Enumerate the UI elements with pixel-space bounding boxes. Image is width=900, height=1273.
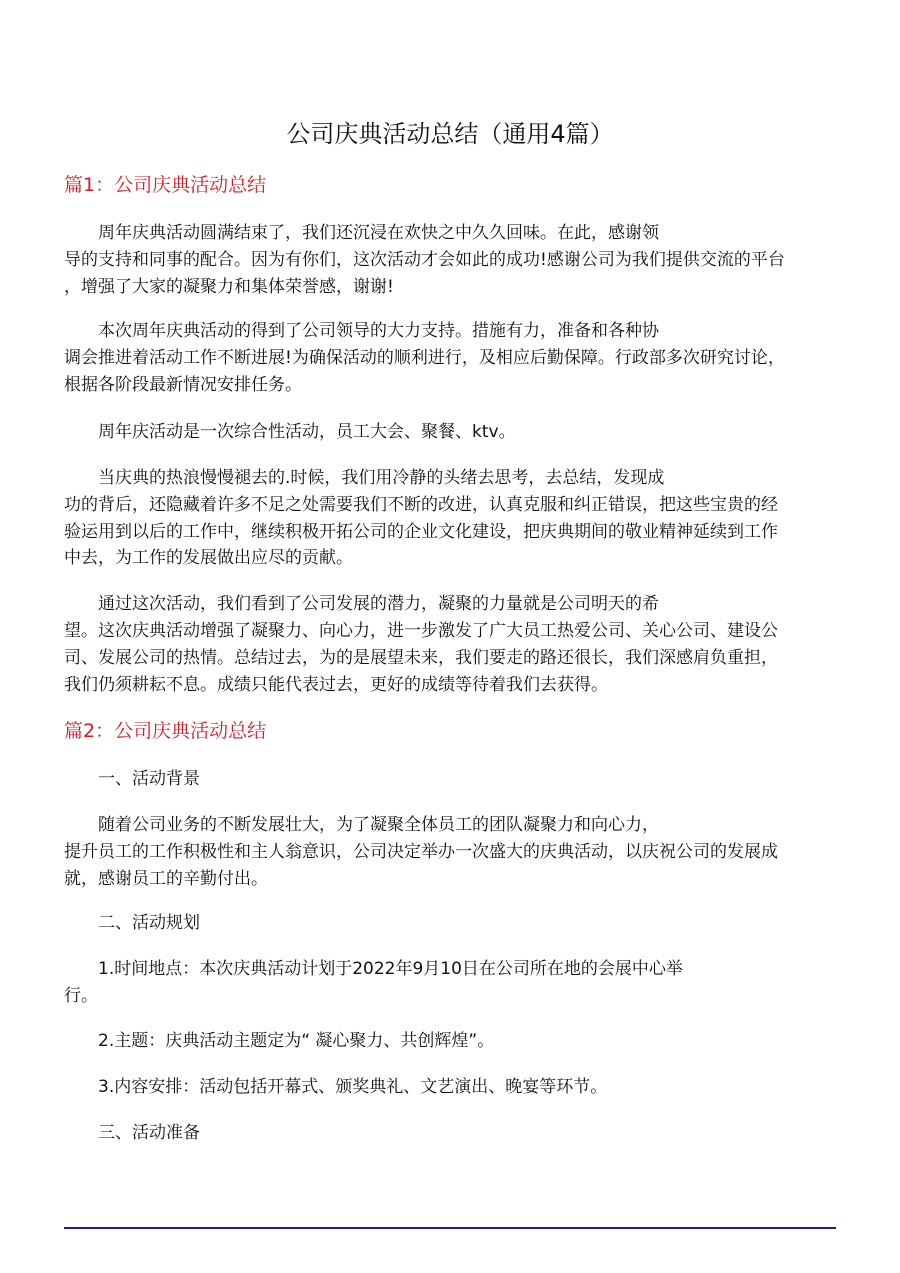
subheading: 一、活动背景 <box>98 769 200 789</box>
paragraph-line: 随着公司业务的不断发展壮大，为了凝聚全体员工的团队凝聚力和向心力， <box>98 815 659 835</box>
paragraph-line: 司、发展公司的热情。总结过去，为的是展望未来，我们要走的路还很长，我们深感肩负重担， <box>64 648 778 668</box>
list-item-continued: 行。 <box>64 986 98 1006</box>
subheading: 三、活动准备 <box>98 1123 200 1143</box>
paragraph-line: 导的支持和同事的配合。因为有你们，这次活动才会如此的成功!感谢公司为我们提供交流的平台 <box>64 250 785 270</box>
paragraph-line: 我们仍须耕耘不息。成绩只能代表过去，更好的成绩等待着我们去获得。 <box>64 675 608 695</box>
paragraph-line: 验运用到以后的工作中，继续积极开拓公司的企业文化建设，把庆典期间的敬业精神延续到工作 <box>64 522 778 542</box>
paragraph-line: 周年庆典活动圆满结束了，我们还沉浸在欢快之中久久回味。在此，感谢领 <box>98 223 659 243</box>
paragraph-line: 当庆典的热浪慢慢褪去的.时候，我们用冷静的头绪去思考，去总结，发现成 <box>98 468 665 488</box>
paragraph-line: 本次周年庆典活动的得到了公司领导的大力支持。措施有力，准备和各种协 <box>98 321 659 341</box>
list-item: 3.内容安排：活动包括开幕式、颁奖典礼、文艺演出、晚宴等环节。 <box>98 1077 608 1097</box>
paragraph-line: 就，感谢员工的辛勤付出。 <box>64 869 268 889</box>
paragraph-line: 功的背后，还隐藏着许多不足之处需要我们不断的改进，认真克服和纠正错误，把这些宝贵的经 <box>64 495 778 515</box>
list-item: 2.主题：庆典活动主题定为“ 凝心聚力、共创辉煌”。 <box>98 1031 495 1051</box>
paragraph-line: 中去，为工作的发展做出应尽的贡献。 <box>64 548 353 568</box>
paragraph-line: 通过这次活动，我们看到了公司发展的潜力，凝聚的力量就是公司明天的希 <box>98 594 659 614</box>
list-item: 1.时间地点：本次庆典活动计划于2022年9月10日在公司所在地的会展中心举 <box>98 959 683 979</box>
paragraph-line: 周年庆活动是一次综合性活动，员工大会、聚餐、ktv。 <box>98 422 516 442</box>
subheading: 二、活动规划 <box>98 913 200 933</box>
paragraph-line: 调会推进着活动工作不断进展!为确保活动的顺利进行，及相应后勤保障。行政部多次研究讨论， <box>64 348 785 368</box>
footer-divider <box>64 1227 836 1229</box>
paragraph-line: 望。这次庆典活动增强了凝聚力、向心力，进一步激发了广大员工热爱公司、关心公司、建设公 <box>64 621 778 641</box>
section-1-heading: 篇1：公司庆典活动总结 <box>64 174 267 196</box>
paragraph-line: 提升员工的工作积极性和主人翁意识，公司决定举办一次盛大的庆典活动，以庆祝公司的发展成 <box>64 842 778 862</box>
section-2-heading: 篇2：公司庆典活动总结 <box>64 720 267 742</box>
document-title: 公司庆典活动总结（通用4篇） <box>286 120 614 148</box>
paragraph-line: ，增强了大家的凝聚力和集体荣誉感，谢谢! <box>64 277 394 297</box>
paragraph-line: 根据各阶段最新情况安排任务。 <box>64 375 302 395</box>
